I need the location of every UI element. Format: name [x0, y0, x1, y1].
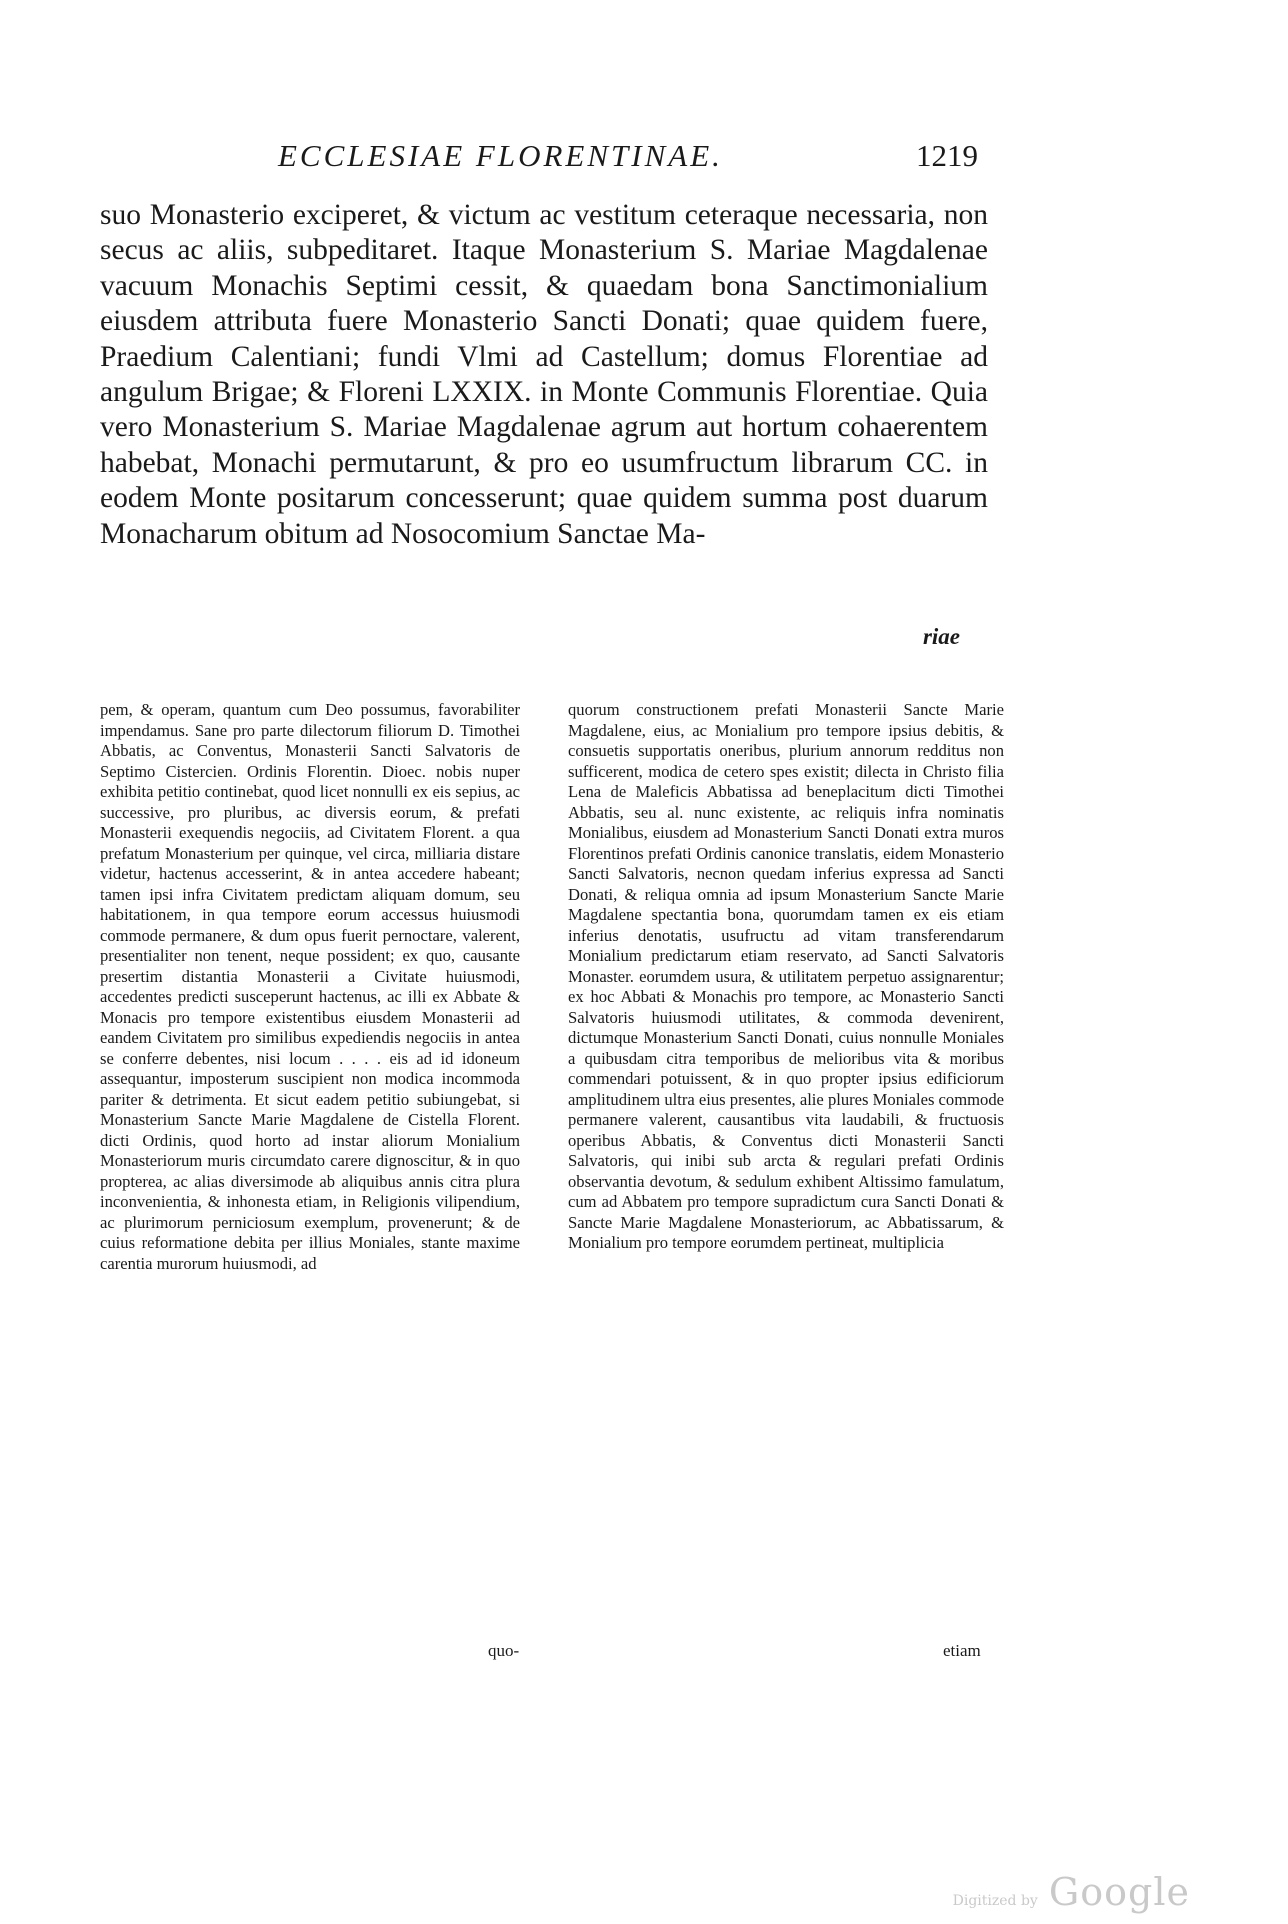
main-paragraph: suo Monasterio exciperet, & victum ac vestitum ceteraque necessaria, non secus ac aliis, subpeditaret. Itaque Monasterium S. Mariae Magdalenae vacuum Monachis Septimi cessit, & quaedam bona Sanctimonialium eiusdem attributa fuere Monasterio Sancti Donati; quae quidem fuere, Praedium Calentiani; fundi Vlmi ad Castellum; domus Florentiae ad angulum Brigae; & Floreni LXXIX. in Monte Communis Florentiae. Quia vero Monasterium S. Mariae Magdalenae agrum aut hortum cohaerentem habebat, Monachi permutarunt, & pro eo usumfructum librarum CC. in eodem Monte positarum concesserunt; quae quidem summa post duarum Monacharum obitum ad Nosocomium Sanctae Ma- — [100, 199, 988, 550]
right-column-text: quorum constructionem prefati Monasterii Sancte Marie Magdalene, eius, ac Monialium pro tempore ipsius debitis, & consuetis supportatis oneribus, plurium annorum redditus non sufficerent, modica de cetero spes existit; dilecta in Christo filia Lena de Maleficis Abbatissa ad beneplacitum dicti Timothei Abbatis, seu al. nunc existente, ac reliquis infra nominatis Monialibus, eiusdem ad Monasterium Sancti Donati extra muros Florentinos prefati Ordinis canonice translatis, eidem Monasterio Sancti Salvatoris, necnon quedam inferius expressa ad Sancti Donati, & reliqua omnia ad ipsum Monasterium Sancte Marie Magdalene spectantia bona, quorumdam tamen ex eis etiam inferius denotatis, usufructu ad vitam transferendarum Monialium predictarum etiam reservato, ad Sancti Salvatoris Monaster. eorumdem usura, & utilitatem perpetuo assignarentur; ex hoc Abbati & Monachis pro tempore, ac Monasterio Sancti Salvatoris huiusmodi utilitates, & commoda devenirent, dictumque Monasterium Sancti Donati, cuius nonnulle Moniales a quibusdam citra temporibus de melioribus vita & moribus commendari potuissent, & in quo propter ipsius edificiorum amplitudinem ultra eius presentes, alie plures Moniales commode permanere valerent, causantibus vita laudabili, & fructuosis operibus Abbatis, & Conventus dicti Monasterii Sancti Salvatoris, qui inibi sub arcta & regulari prefati Ordinis observantia devotum, & sedulum exhibent Altissimo famulatum, cum ad Abbatem pro tempore supradictum cura Sancti Donati & Sancte Marie Magdalene Monasteriorum, ac Abbatissarum, & Monialium pro tempore eorumdem pertineat, multiplicia — [568, 700, 1004, 1252]
left-catchword: quo- — [488, 1641, 520, 1660]
running-title: ECCLESIAE FLORENTINAE. — [278, 138, 723, 173]
right-column — [568, 700, 1004, 1254]
main-text-block — [100, 198, 988, 552]
left-column — [100, 700, 520, 1274]
watermark-small-text: Digitized by — [952, 1893, 1038, 1909]
main-catchword: riae — [922, 624, 960, 649]
watermark-logo-text: Google — [1048, 1870, 1190, 1914]
page-header — [278, 138, 978, 178]
page-number: 1219 — [916, 138, 978, 173]
digitization-watermark — [953, 1870, 1190, 1914]
left-column-text: pem, & operam, quantum cum Deo possumus, favorabiliter impendamus. Sane pro parte dilectorum filiorum D. Timothei Abbatis, ac Conventus, Monasterii Sancti Salvatoris de Septimo Cistercien. Ordinis Florentin. Dioec. nobis nuper exhibita petitio continebat, quod licet nonnulli ex eis sepius, ac successive, pro pluribus, ac diversis eorum, & prefati Monasterii exequendis negociis, ad Civitatem Florent. a qua prefatum Monasterium per quinque, vel circa, milliaria distare videtur, hactenus accesserint, & in antea accedere habeant; tamen ipsi infra Civitatem predictam aliquam domum, seu habitationem, in qua tempore eorum accessus huiusmodi commode permanere, & dum opus fuerit pernoctare, valerent, presentialiter non tenent, neque possident; ex quo, causante presertim distantia Monasterii a Civitate huiusmodi, accedentes predicti susceperunt hactenus, ac illi ex Abbate & Monacis pro tempore existentibus eiusdem Monasterii ad eandem Civitatem pro similibus expediendis negociis in antea se conferre debentes, nisi locum . . . . eis ad id idoneum assequantur, imposterum suscipient non modica incommoda pariter & detrimenta. Et sicut eadem petitio subiungebat, si Monasterium Sancte Marie Magdalene de Cistella Florent. dicti Ordinis, quod horto ad instar aliorum Monialium Monasteriorum muris circumdato carere dignoscitur, & in quo propterea, ac alias diversimode ab aliquibus annis citra plura inconvenientia, & inhonesta etiam, in Religionis vilipendium, ac plurimorum perniciosum exemplum, provenerunt; & de cuius reformatione debita per illius Moniales, stante maxime carentia murorum huiusmodi, ad — [100, 700, 520, 1273]
right-catchword: etiam — [943, 1641, 981, 1660]
